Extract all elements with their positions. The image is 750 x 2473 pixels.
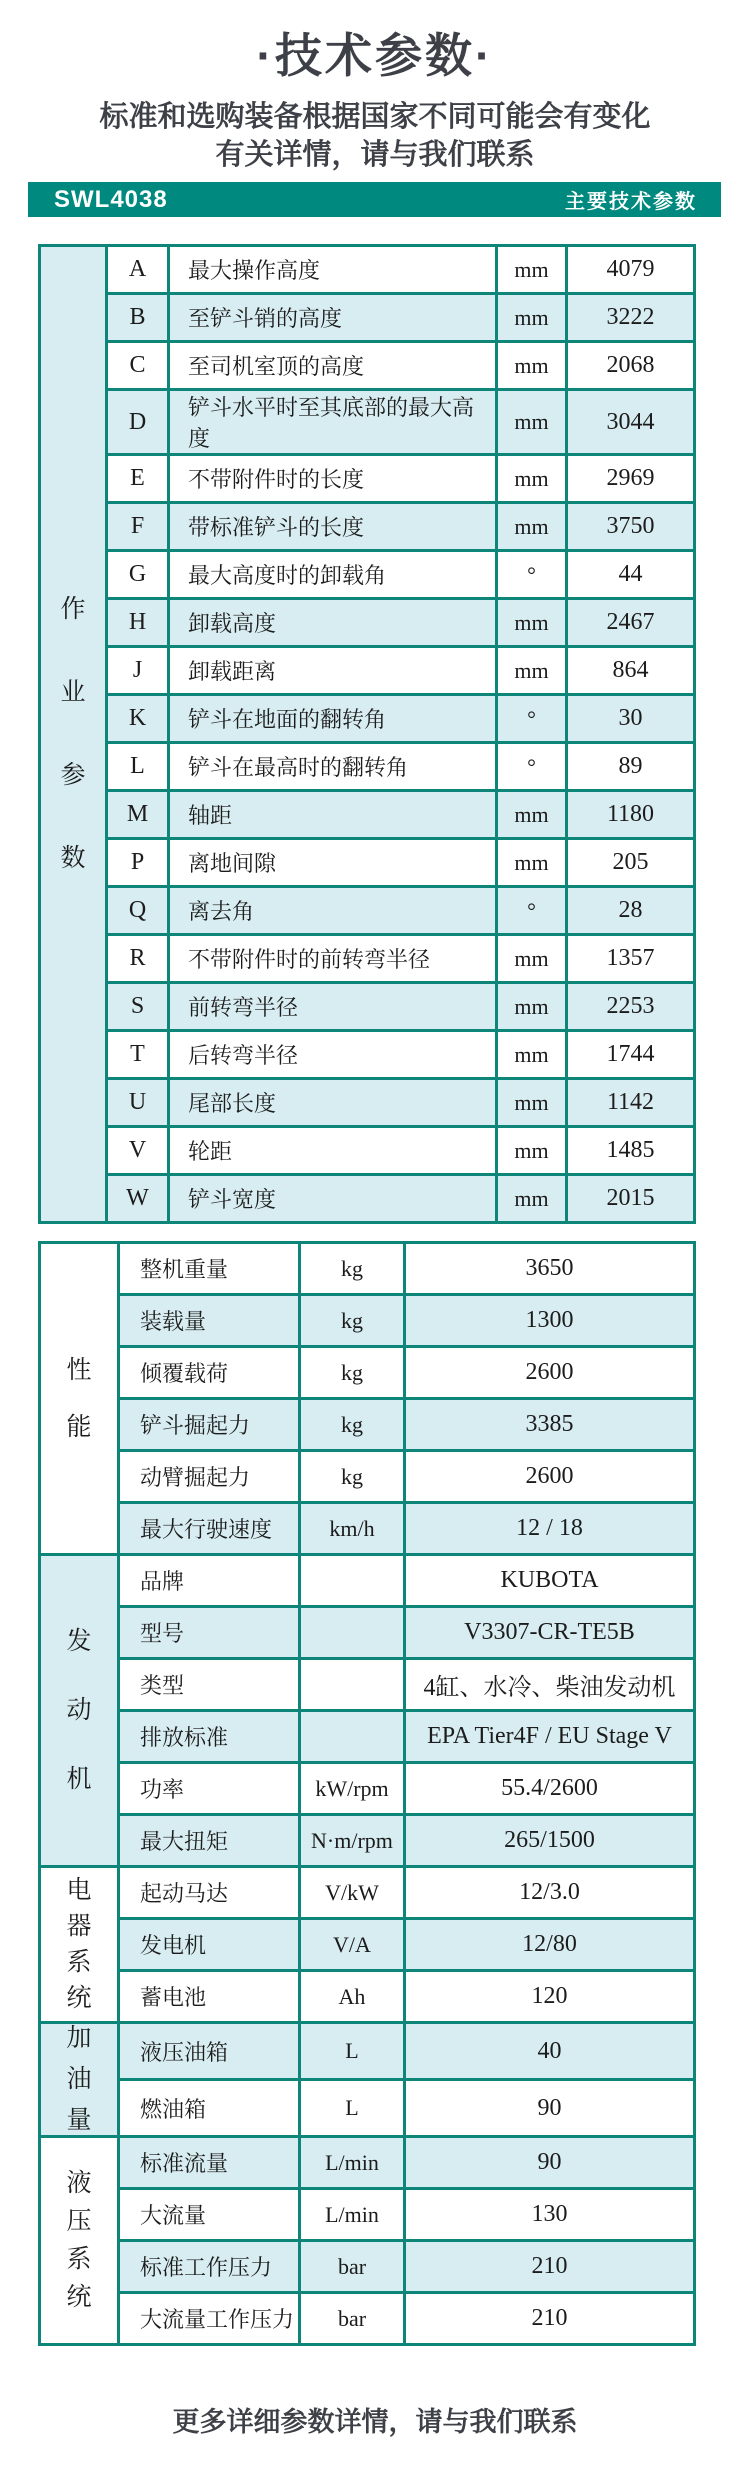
value-cell: 2015 — [567, 1175, 695, 1223]
section-label-performance — [40, 1243, 119, 1555]
value-cell: 130 — [405, 2189, 695, 2241]
table-row — [40, 390, 695, 455]
label-cell: 动臂掘起力 — [119, 1451, 300, 1503]
label-cell: 铲斗在地面的翻转角 — [169, 695, 497, 743]
letter-cell: L — [107, 743, 169, 791]
subtitle-line-2: 有关详情，请与我们联系 — [215, 139, 535, 171]
table-row — [40, 1971, 695, 2023]
unit-cell: V/kW — [300, 1867, 405, 1919]
label-cell: 排放标准 — [119, 1711, 300, 1763]
value-cell: 3650 — [405, 1243, 695, 1295]
spec-sections-body — [40, 1243, 695, 2345]
section-label-char: 压 — [66, 2208, 92, 2235]
unit-cell: Ah — [300, 1971, 405, 2023]
letter-cell: H — [107, 599, 169, 647]
table-row — [40, 1503, 695, 1555]
unit-cell: mm — [497, 503, 567, 551]
unit-cell: mm — [497, 935, 567, 983]
table-row — [40, 246, 695, 294]
table-row — [40, 294, 695, 342]
label-cell: 铲斗水平时至其底部的最大高度 — [169, 390, 497, 455]
value-cell: 1485 — [567, 1127, 695, 1175]
value-cell: 864 — [567, 647, 695, 695]
unit-cell — [300, 1555, 405, 1607]
section-label-refill-capacity — [40, 2023, 119, 2137]
value-cell: 90 — [405, 2137, 695, 2189]
value-cell: 3385 — [405, 1399, 695, 1451]
model-bar-caption: 主要技术参数 — [565, 191, 697, 213]
table-row — [40, 1175, 695, 1223]
value-cell: 40 — [405, 2023, 695, 2080]
label-cell: 液压油箱 — [119, 2023, 300, 2080]
section-label-char: 性 — [66, 1356, 92, 1384]
table-row — [40, 2023, 695, 2080]
section-label-char: 动 — [66, 1697, 92, 1724]
unit-cell: mm — [497, 839, 567, 887]
section-label-char: 参 — [60, 762, 86, 789]
unit-cell — [300, 1711, 405, 1763]
table-row — [40, 1555, 695, 1607]
unit-cell: N·m/rpm — [300, 1815, 405, 1867]
letter-cell: R — [107, 935, 169, 983]
label-cell: 至铲斗销的高度 — [169, 294, 497, 342]
section-label-char: 液 — [66, 2170, 92, 2197]
section-label-char: 系 — [66, 2246, 92, 2273]
label-cell: 最大扭矩 — [119, 1815, 300, 1867]
label-cell: 后转弯半径 — [169, 1031, 497, 1079]
table-row — [40, 647, 695, 695]
value-cell: 1180 — [567, 791, 695, 839]
unit-cell: mm — [497, 647, 567, 695]
unit-cell: kW/rpm — [300, 1763, 405, 1815]
unit-cell: L — [300, 2023, 405, 2080]
unit-cell: V/A — [300, 1919, 405, 1971]
value-cell: KUBOTA — [405, 1555, 695, 1607]
unit-cell: kg — [300, 1399, 405, 1451]
unit-cell: L/min — [300, 2137, 405, 2189]
unit-cell: mm — [497, 390, 567, 455]
table-row — [40, 342, 695, 390]
value-cell: 2969 — [567, 455, 695, 503]
unit-cell: mm — [497, 1175, 567, 1223]
value-cell: 3044 — [567, 390, 695, 455]
table-row — [40, 551, 695, 599]
model-name: SWL4038 — [54, 185, 168, 213]
section-label-char: 系 — [66, 1949, 92, 1976]
label-cell: 离地间隙 — [169, 839, 497, 887]
value-cell: 44 — [567, 551, 695, 599]
value-cell: 28 — [567, 887, 695, 935]
letter-cell: C — [107, 342, 169, 390]
unit-cell: bar — [300, 2293, 405, 2345]
table-row — [40, 887, 695, 935]
section-label-char: 统 — [66, 1985, 92, 2012]
operating-parameters-table — [38, 244, 696, 1224]
letter-cell: U — [107, 1079, 169, 1127]
table-row — [40, 2293, 695, 2345]
label-cell: 前转弯半径 — [169, 983, 497, 1031]
table-row — [40, 1127, 695, 1175]
unit-cell: mm — [497, 1079, 567, 1127]
label-cell: 铲斗掘起力 — [119, 1399, 300, 1451]
table-row — [40, 1295, 695, 1347]
model-header-bar — [28, 182, 721, 217]
value-cell: 55.4/2600 — [405, 1763, 695, 1815]
table-row — [40, 1919, 695, 1971]
label-cell: 轮距 — [169, 1127, 497, 1175]
label-cell: 装载量 — [119, 1295, 300, 1347]
section-label-char: 能 — [66, 1413, 92, 1441]
label-cell: 离去角 — [169, 887, 497, 935]
value-cell: 12/3.0 — [405, 1867, 695, 1919]
unit-cell: mm — [497, 1127, 567, 1175]
value-cell: 2068 — [567, 342, 695, 390]
unit-cell: ° — [497, 887, 567, 935]
table-row — [40, 2137, 695, 2189]
letter-cell: D — [107, 390, 169, 455]
unit-cell: mm — [497, 983, 567, 1031]
table-row — [40, 1031, 695, 1079]
subtitle-line-1: 标准和选购装备根据国家不同可能会有变化 — [99, 101, 651, 133]
value-cell: 90 — [405, 2080, 695, 2137]
value-cell: 2467 — [567, 599, 695, 647]
section-label-char: 量 — [66, 2107, 92, 2134]
letter-cell: Q — [107, 887, 169, 935]
table-row — [40, 1399, 695, 1451]
label-cell: 标准流量 — [119, 2137, 300, 2189]
label-cell: 最大操作高度 — [169, 246, 497, 294]
table-row — [40, 503, 695, 551]
value-cell: 89 — [567, 743, 695, 791]
section-label-char: 统 — [66, 2284, 92, 2311]
section-label-char: 电 — [66, 1877, 92, 1904]
section-label-char: 数 — [60, 845, 86, 872]
label-cell: 大流量 — [119, 2189, 300, 2241]
label-cell: 卸载高度 — [169, 599, 497, 647]
table-row — [40, 1659, 695, 1711]
section-label-engine — [40, 1555, 119, 1867]
unit-cell — [300, 1607, 405, 1659]
label-cell: 大流量工作压力 — [119, 2293, 300, 2345]
label-cell: 发电机 — [119, 1919, 300, 1971]
page-title: ·技术参数· — [256, 29, 494, 82]
unit-cell: bar — [300, 2241, 405, 2293]
letter-cell: S — [107, 983, 169, 1031]
value-cell: 1142 — [567, 1079, 695, 1127]
table-row — [40, 2241, 695, 2293]
label-cell: 品牌 — [119, 1555, 300, 1607]
value-cell: 210 — [405, 2241, 695, 2293]
label-cell: 带标准铲斗的长度 — [169, 503, 497, 551]
section-label-operating-parameters — [40, 246, 107, 1223]
table-row — [40, 1711, 695, 1763]
value-cell: 1300 — [405, 1295, 695, 1347]
unit-cell: mm — [497, 1031, 567, 1079]
table-row — [40, 983, 695, 1031]
unit-cell: L/min — [300, 2189, 405, 2241]
label-cell: 型号 — [119, 1607, 300, 1659]
table-row — [40, 599, 695, 647]
label-cell: 类型 — [119, 1659, 300, 1711]
value-cell: 1744 — [567, 1031, 695, 1079]
label-cell: 铲斗在最高时的翻转角 — [169, 743, 497, 791]
label-cell: 不带附件时的长度 — [169, 455, 497, 503]
letter-cell: J — [107, 647, 169, 695]
value-cell: 12 / 18 — [405, 1503, 695, 1555]
letter-cell: V — [107, 1127, 169, 1175]
label-cell: 燃油箱 — [119, 2080, 300, 2137]
table-row — [40, 743, 695, 791]
table-row — [40, 2080, 695, 2137]
table-row — [40, 935, 695, 983]
letter-cell: F — [107, 503, 169, 551]
unit-cell: L — [300, 2080, 405, 2137]
footer-note: 更多详细参数详情，请与我们联系 — [172, 2407, 578, 2437]
table-row — [40, 1867, 695, 1919]
table-row — [40, 1607, 695, 1659]
label-cell: 标准工作压力 — [119, 2241, 300, 2293]
label-cell: 倾覆载荷 — [119, 1347, 300, 1399]
value-cell: 205 — [567, 839, 695, 887]
table-row — [40, 1347, 695, 1399]
value-cell: 210 — [405, 2293, 695, 2345]
value-cell: 2253 — [567, 983, 695, 1031]
label-cell: 起动马达 — [119, 1867, 300, 1919]
value-cell: EPA Tier4F / EU Stage V — [405, 1711, 695, 1763]
table-row — [40, 1763, 695, 1815]
letter-cell: K — [107, 695, 169, 743]
label-cell: 尾部长度 — [169, 1079, 497, 1127]
table-row — [40, 1451, 695, 1503]
unit-cell: kg — [300, 1347, 405, 1399]
unit-cell: ° — [497, 551, 567, 599]
section-label-char: 加 — [66, 2025, 92, 2052]
table-row — [40, 2189, 695, 2241]
value-cell: 3750 — [567, 503, 695, 551]
unit-cell: mm — [497, 455, 567, 503]
unit-cell: kg — [300, 1243, 405, 1295]
letter-cell: G — [107, 551, 169, 599]
operating-parameters-body — [40, 246, 695, 1223]
table-row — [40, 791, 695, 839]
label-cell: 不带附件时的前转弯半径 — [169, 935, 497, 983]
table-row — [40, 1243, 695, 1295]
letter-cell: M — [107, 791, 169, 839]
table-row — [40, 695, 695, 743]
value-cell: V3307-CR-TE5B — [405, 1607, 695, 1659]
spec-sections-table — [38, 1241, 696, 2346]
letter-cell: W — [107, 1175, 169, 1223]
label-cell: 轴距 — [169, 791, 497, 839]
unit-cell: ° — [497, 695, 567, 743]
unit-cell: kg — [300, 1451, 405, 1503]
table-row — [40, 455, 695, 503]
value-cell: 1357 — [567, 935, 695, 983]
value-cell: 4079 — [567, 246, 695, 294]
label-cell: 功率 — [119, 1763, 300, 1815]
table-row — [40, 1079, 695, 1127]
letter-cell: E — [107, 455, 169, 503]
table-row — [40, 1815, 695, 1867]
value-cell: 12/80 — [405, 1919, 695, 1971]
unit-cell: ° — [497, 743, 567, 791]
unit-cell — [300, 1659, 405, 1711]
unit-cell: mm — [497, 246, 567, 294]
label-cell: 蓄电池 — [119, 1971, 300, 2023]
label-cell: 至司机室顶的高度 — [169, 342, 497, 390]
unit-cell: mm — [497, 342, 567, 390]
value-cell: 265/1500 — [405, 1815, 695, 1867]
unit-cell: kg — [300, 1295, 405, 1347]
label-cell: 卸载距离 — [169, 647, 497, 695]
unit-cell: mm — [497, 294, 567, 342]
letter-cell: T — [107, 1031, 169, 1079]
section-label-electrical-system — [40, 1867, 119, 2023]
label-cell: 最大高度时的卸载角 — [169, 551, 497, 599]
label-cell: 最大行驶速度 — [119, 1503, 300, 1555]
section-label-char: 器 — [66, 1913, 92, 1940]
label-cell: 整机重量 — [119, 1243, 300, 1295]
letter-cell: B — [107, 294, 169, 342]
section-label-hydraulic-system — [40, 2137, 119, 2345]
label-cell: 铲斗宽度 — [169, 1175, 497, 1223]
value-cell: 4缸、水冷、柴油发动机 — [405, 1659, 695, 1711]
section-label-char: 机 — [66, 1766, 92, 1793]
section-label-char: 发 — [66, 1628, 92, 1655]
letter-cell: P — [107, 839, 169, 887]
value-cell: 2600 — [405, 1347, 695, 1399]
section-label-char: 业 — [60, 679, 86, 706]
table-row — [40, 839, 695, 887]
value-cell: 3222 — [567, 294, 695, 342]
value-cell: 120 — [405, 1971, 695, 2023]
letter-cell: A — [107, 246, 169, 294]
section-label-char: 油 — [66, 2066, 92, 2093]
unit-cell: km/h — [300, 1503, 405, 1555]
section-label-char: 作 — [60, 596, 86, 623]
unit-cell: mm — [497, 791, 567, 839]
value-cell: 2600 — [405, 1451, 695, 1503]
value-cell: 30 — [567, 695, 695, 743]
unit-cell: mm — [497, 599, 567, 647]
